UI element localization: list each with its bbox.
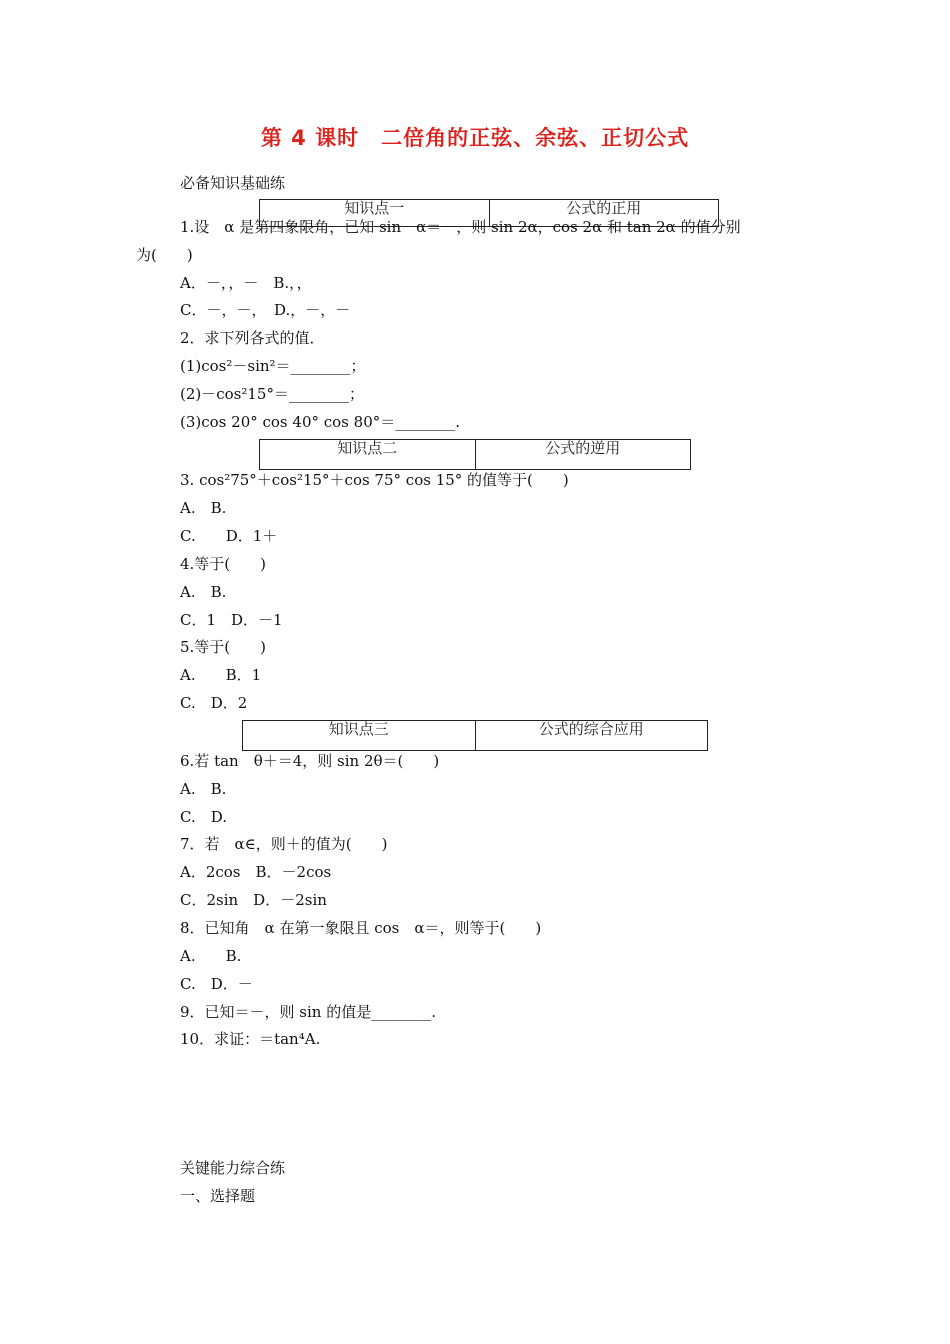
question-7-options-cd: C．2sin D．－2sin [180,891,327,909]
question-2-text: 2．求下列各式的值． [180,329,325,347]
question-2-part-1: (1)cos²－sin²＝________； [180,357,366,375]
question-3-options-ab: A. B. [180,499,227,517]
knowledge-point-topic: 公式的正用 [489,200,719,226]
question-2-part-3: (3)cos 20° cos 40° cos 80°＝________. [180,413,461,431]
question-4-text: 4.等于( ) [180,555,267,573]
question-7-text: 7．若 α∈，则＋的值为( ) [180,835,388,853]
knowledge-point-topic: 公式的综合应用 [475,721,708,750]
knowledge-point-topic: 公式的逆用 [475,440,691,469]
question-1-options-ab: A．－，，－ B.，， [180,274,312,292]
question-4-options-cd: C．1 D．－1 [180,611,283,629]
knowledge-point-table-3 [242,720,708,751]
question-1-options-cd: C．－，－， D.，－，－ [180,301,351,319]
question-1-text: 1.设 α 是第四象限角，已知 sin α＝－，则 sin 2α，cos 2α 和 tan 2α 的值分别 [180,218,741,236]
question-3-text: 3. cos²75°＋cos²15°＋cos 75° cos 15° 的值等于( ) [180,471,569,489]
question-9-text: 9．已知＝－，则 sin 的值是________. [180,1003,437,1021]
question-8-options-cd: C. D．－ [180,975,253,993]
question-5-options-ab: A. B．1 [180,666,262,684]
question-6-options-ab: A. B. [180,780,227,798]
knowledge-point-label: 知识点一 [344,199,405,217]
section-heading-ability: 关键能力综合练 [180,1159,286,1177]
question-2-part-2: (2)－cos²15°＝________； [180,385,364,403]
question-6-text: 6.若 tan θ＋＝4，则 sin 2θ＝( ) [180,752,440,770]
page-title: 第 4 课时 二倍角的正弦、余弦、正切公式 [260,126,690,150]
question-1-text-cont: 为( ) [136,246,193,264]
question-8-text: 8．已知角 α 在第一象限且 cos α＝，则等于( ) [180,919,542,937]
question-10-text: 10．求证：＝tan⁴A. [180,1030,321,1048]
question-5-text: 5.等于( ) [180,638,267,656]
question-6-options-cd: C. D. [180,808,227,826]
question-4-options-ab: A. B. [180,583,227,601]
question-8-options-ab: A. B. [180,947,242,965]
knowledge-point-table-2 [259,439,691,470]
knowledge-point-label: 知识点三 [328,720,389,738]
section-heading-basic: 必备知识基础练 [180,174,286,192]
section-subheading-choice: 一、选择题 [180,1187,256,1205]
knowledge-point-label: 知识点二 [337,439,398,457]
question-5-options-cd: C. D．2 [180,694,248,712]
question-3-options-cd: C. D．1＋ [180,527,278,545]
question-7-options-ab: A．2cos B．－2cos [180,863,332,881]
